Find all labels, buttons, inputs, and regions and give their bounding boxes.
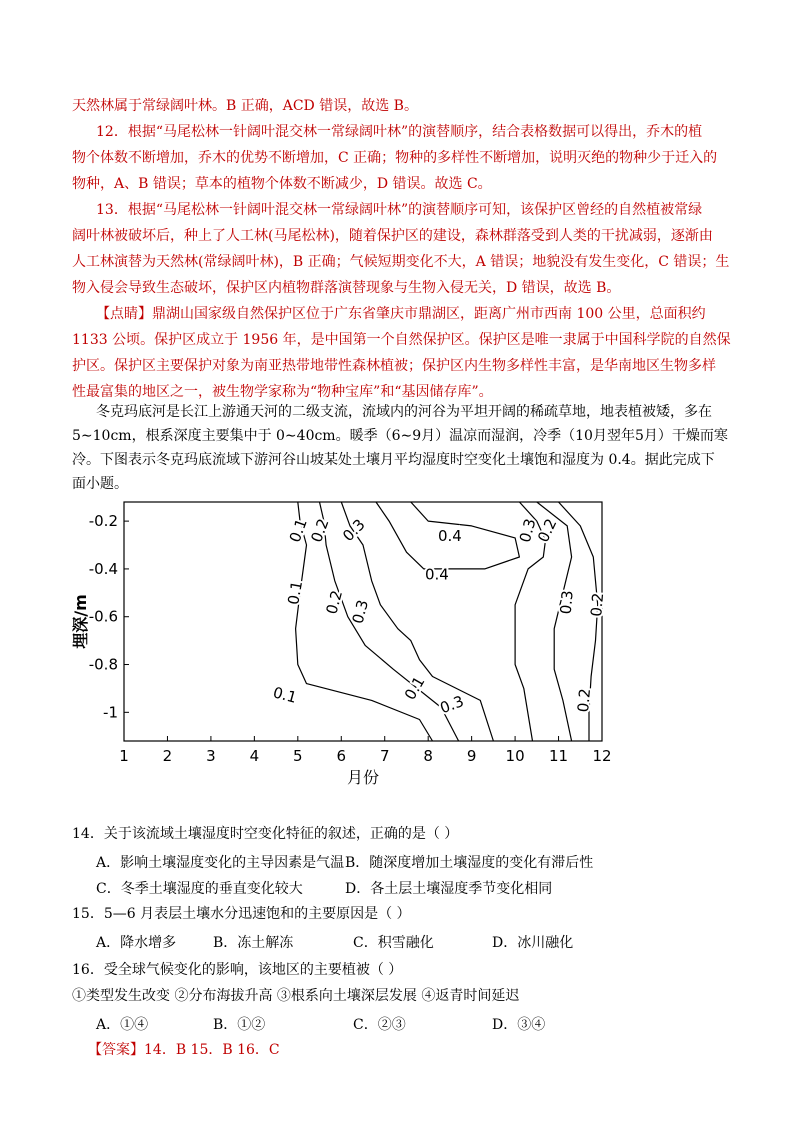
y-axis-label: 埋深/m	[71, 594, 90, 649]
answer-text: 14．B 15．B 16．C	[144, 1042, 280, 1058]
x-tick-label: 5	[293, 747, 303, 765]
contour-value-label: 0.1	[284, 579, 307, 607]
explanation-line-8: 物入侵会导致生态破坏，保护区内植物群落演替现象与生物入侵无关，D 错误，故选 B。	[72, 280, 621, 296]
contour-value-label: 0.3	[339, 515, 369, 546]
question-15: 15．5—6 月表层土壤水分迅速饱和的主要原因是（ ）	[72, 906, 411, 922]
explanation-line-3: 物个体数不断增加，乔木的优势不断增加，C 正确；物种的多样性不断增加，说明灭绝的物种少于迁入的	[72, 150, 718, 166]
q14-option-a[interactable]: A．影响土壤湿度变化的主导因素是气温	[96, 855, 345, 871]
y-tick-label: -0.2	[88, 512, 118, 531]
contour-value-label: 0.2	[587, 592, 608, 618]
dianjing-line-4: 性最富集的地区之一，被生物学家称为“物种宝库”和“基因储存库”。	[72, 384, 493, 400]
passage-line-3: 冷。下图表示冬克玛底流域下游河谷山坡某处土壤月平均湿度时空变化土壤饱和湿度为 0.4。据此完成下	[72, 452, 715, 468]
q16-statements: ①类型发生改变 ②分布海拔升高 ③根系向土壤深层发展 ④返青时间延迟	[72, 988, 520, 1004]
soil-moisture-contour-chart	[0, 492, 800, 797]
q14-option-c[interactable]: C．冬季土壤湿度的垂直变化较大	[96, 881, 303, 897]
q16-option-a[interactable]: A．①④	[96, 1017, 149, 1033]
passage-line-4: 面小题。	[72, 476, 128, 492]
y-tick-label: -0.6	[88, 607, 118, 626]
x-tick-label: 3	[206, 747, 216, 765]
contour-value-label: 0.3	[348, 597, 373, 626]
q15-option-b[interactable]: B．冻土解冻	[213, 935, 294, 951]
explanation-line-7: 人工林演替为天然林(常绿阔叶林)，B 正确；气候短期变化不大，A 错误；地貌没有发生变化，C 错误；生	[72, 254, 730, 270]
contour-value-label: 0.1	[271, 683, 299, 707]
question-14: 14．关于该流域土壤湿度时空变化特征的叙述，正确的是（ ）	[72, 826, 459, 842]
contour-value-label: 0.3	[556, 589, 577, 616]
explanation-line-5: 13．根据“马尾松林一针阔叶混交林一常绿阔叶林”的演替顺序可知，该保护区曾经的自然植被常绿	[96, 202, 703, 218]
x-axis-ticks	[119, 736, 611, 765]
x-tick-label: 8	[423, 747, 433, 765]
contour-value-label: 0.2	[307, 516, 333, 545]
q15-option-d[interactable]: D．冰川融化	[492, 935, 574, 951]
q16-option-c[interactable]: C．②③	[353, 1017, 406, 1033]
q16-option-b[interactable]: B．①②	[213, 1017, 266, 1033]
explanation-line-6: 阔叶林被破坏后，种上了人工林(马尾松林)，随着保护区的建设，森林群落受到人类的干扰减弱，逐渐由	[72, 228, 713, 244]
y-tick-label: -0.8	[88, 655, 118, 674]
x-tick-label: 9	[466, 747, 477, 765]
passage-line-1: 冬克玛底河是长江上游通天河的二级支流，流域内的河谷为平坦开阔的稀疏草地，地表植被矮，多在	[96, 404, 712, 420]
dianjing-tag: 【点睛】	[96, 306, 152, 322]
q14-option-b[interactable]: B．随深度增加土壤湿度的变化有滞后性	[345, 855, 594, 871]
dianjing-line-1: 鼎湖山国家级自然保护区位于广东省肇庆市鼎湖区，距离广州市西南 100 公里，总面积约	[152, 306, 706, 322]
explanation-line-4: 物种，A、B 错误；草本的植物个体数不断减少，D 错误。故选 C。	[72, 176, 492, 192]
x-tick-label: 7	[379, 747, 390, 765]
y-axis-ticks	[89, 512, 129, 721]
x-tick-label: 6	[336, 747, 347, 765]
contour-value-label: 0.2	[322, 588, 347, 617]
y-tick-label: -0.4	[88, 559, 118, 578]
q15-option-c[interactable]: C．积雪融化	[353, 935, 434, 951]
contour-value-label: 0.1	[285, 516, 311, 545]
x-tick-label: 10	[505, 747, 525, 765]
q15-option-a[interactable]: A．降水增多	[96, 935, 177, 951]
contour-value-label: 0.2	[534, 515, 561, 546]
contour-value-label: 0.3	[437, 692, 467, 718]
dianjing-paragraph	[96, 304, 706, 324]
contour-value-label: 0.4	[424, 565, 449, 584]
x-tick-label: 12	[592, 747, 612, 765]
answer-tag: 【答案】	[88, 1042, 144, 1058]
x-tick-label: 4	[249, 747, 260, 765]
contour-value-label: 0.2	[574, 687, 595, 713]
passage-line-2: 5∼10cm，根系深度主要集中于 0∼40cm。暖季（6∼9月）温凉而湿润，冷季（10月翌年5月）干燥而寒	[72, 428, 728, 444]
explanation-line-2: 12．根据“马尾松林一针阔叶混交林一常绿阔叶林”的演替顺序，结合表格数据可以得出，乔木的植	[96, 124, 703, 140]
x-tick-label: 2	[162, 747, 173, 765]
q14-option-d[interactable]: D．各土层土壤湿度季节变化相同	[345, 881, 553, 897]
contour-value-label: 0.3	[515, 516, 540, 545]
explanation-line-1: 天然林属于常绿阔叶林。B 正确，ACD 错误，故选 B。	[72, 98, 418, 114]
contour-value-label: 0.1	[400, 673, 429, 704]
dianjing-line-2: 1133 公顷。保护区成立于 1956 年，是中国第一个自然保护区。保护区是唯一隶属于中国科学院的自然保	[72, 332, 731, 348]
x-tick-label: 1	[119, 747, 129, 765]
answer-line	[88, 1040, 280, 1060]
contour-value-label: 0.4	[437, 527, 462, 546]
dianjing-line-3: 护区。保护区主要保护对象为南亚热带地带性森林植被；保护区内生物多样性丰富，是华南地区生物多样	[72, 358, 716, 374]
q16-option-d[interactable]: D．③④	[492, 1017, 546, 1033]
x-tick-label: 11	[548, 747, 569, 765]
x-axis-label: 月份	[346, 768, 380, 787]
y-tick-label: -1	[103, 703, 118, 722]
question-16: 16．受全球气候变化的影响，该地区的主要植被（ ）	[72, 962, 403, 978]
